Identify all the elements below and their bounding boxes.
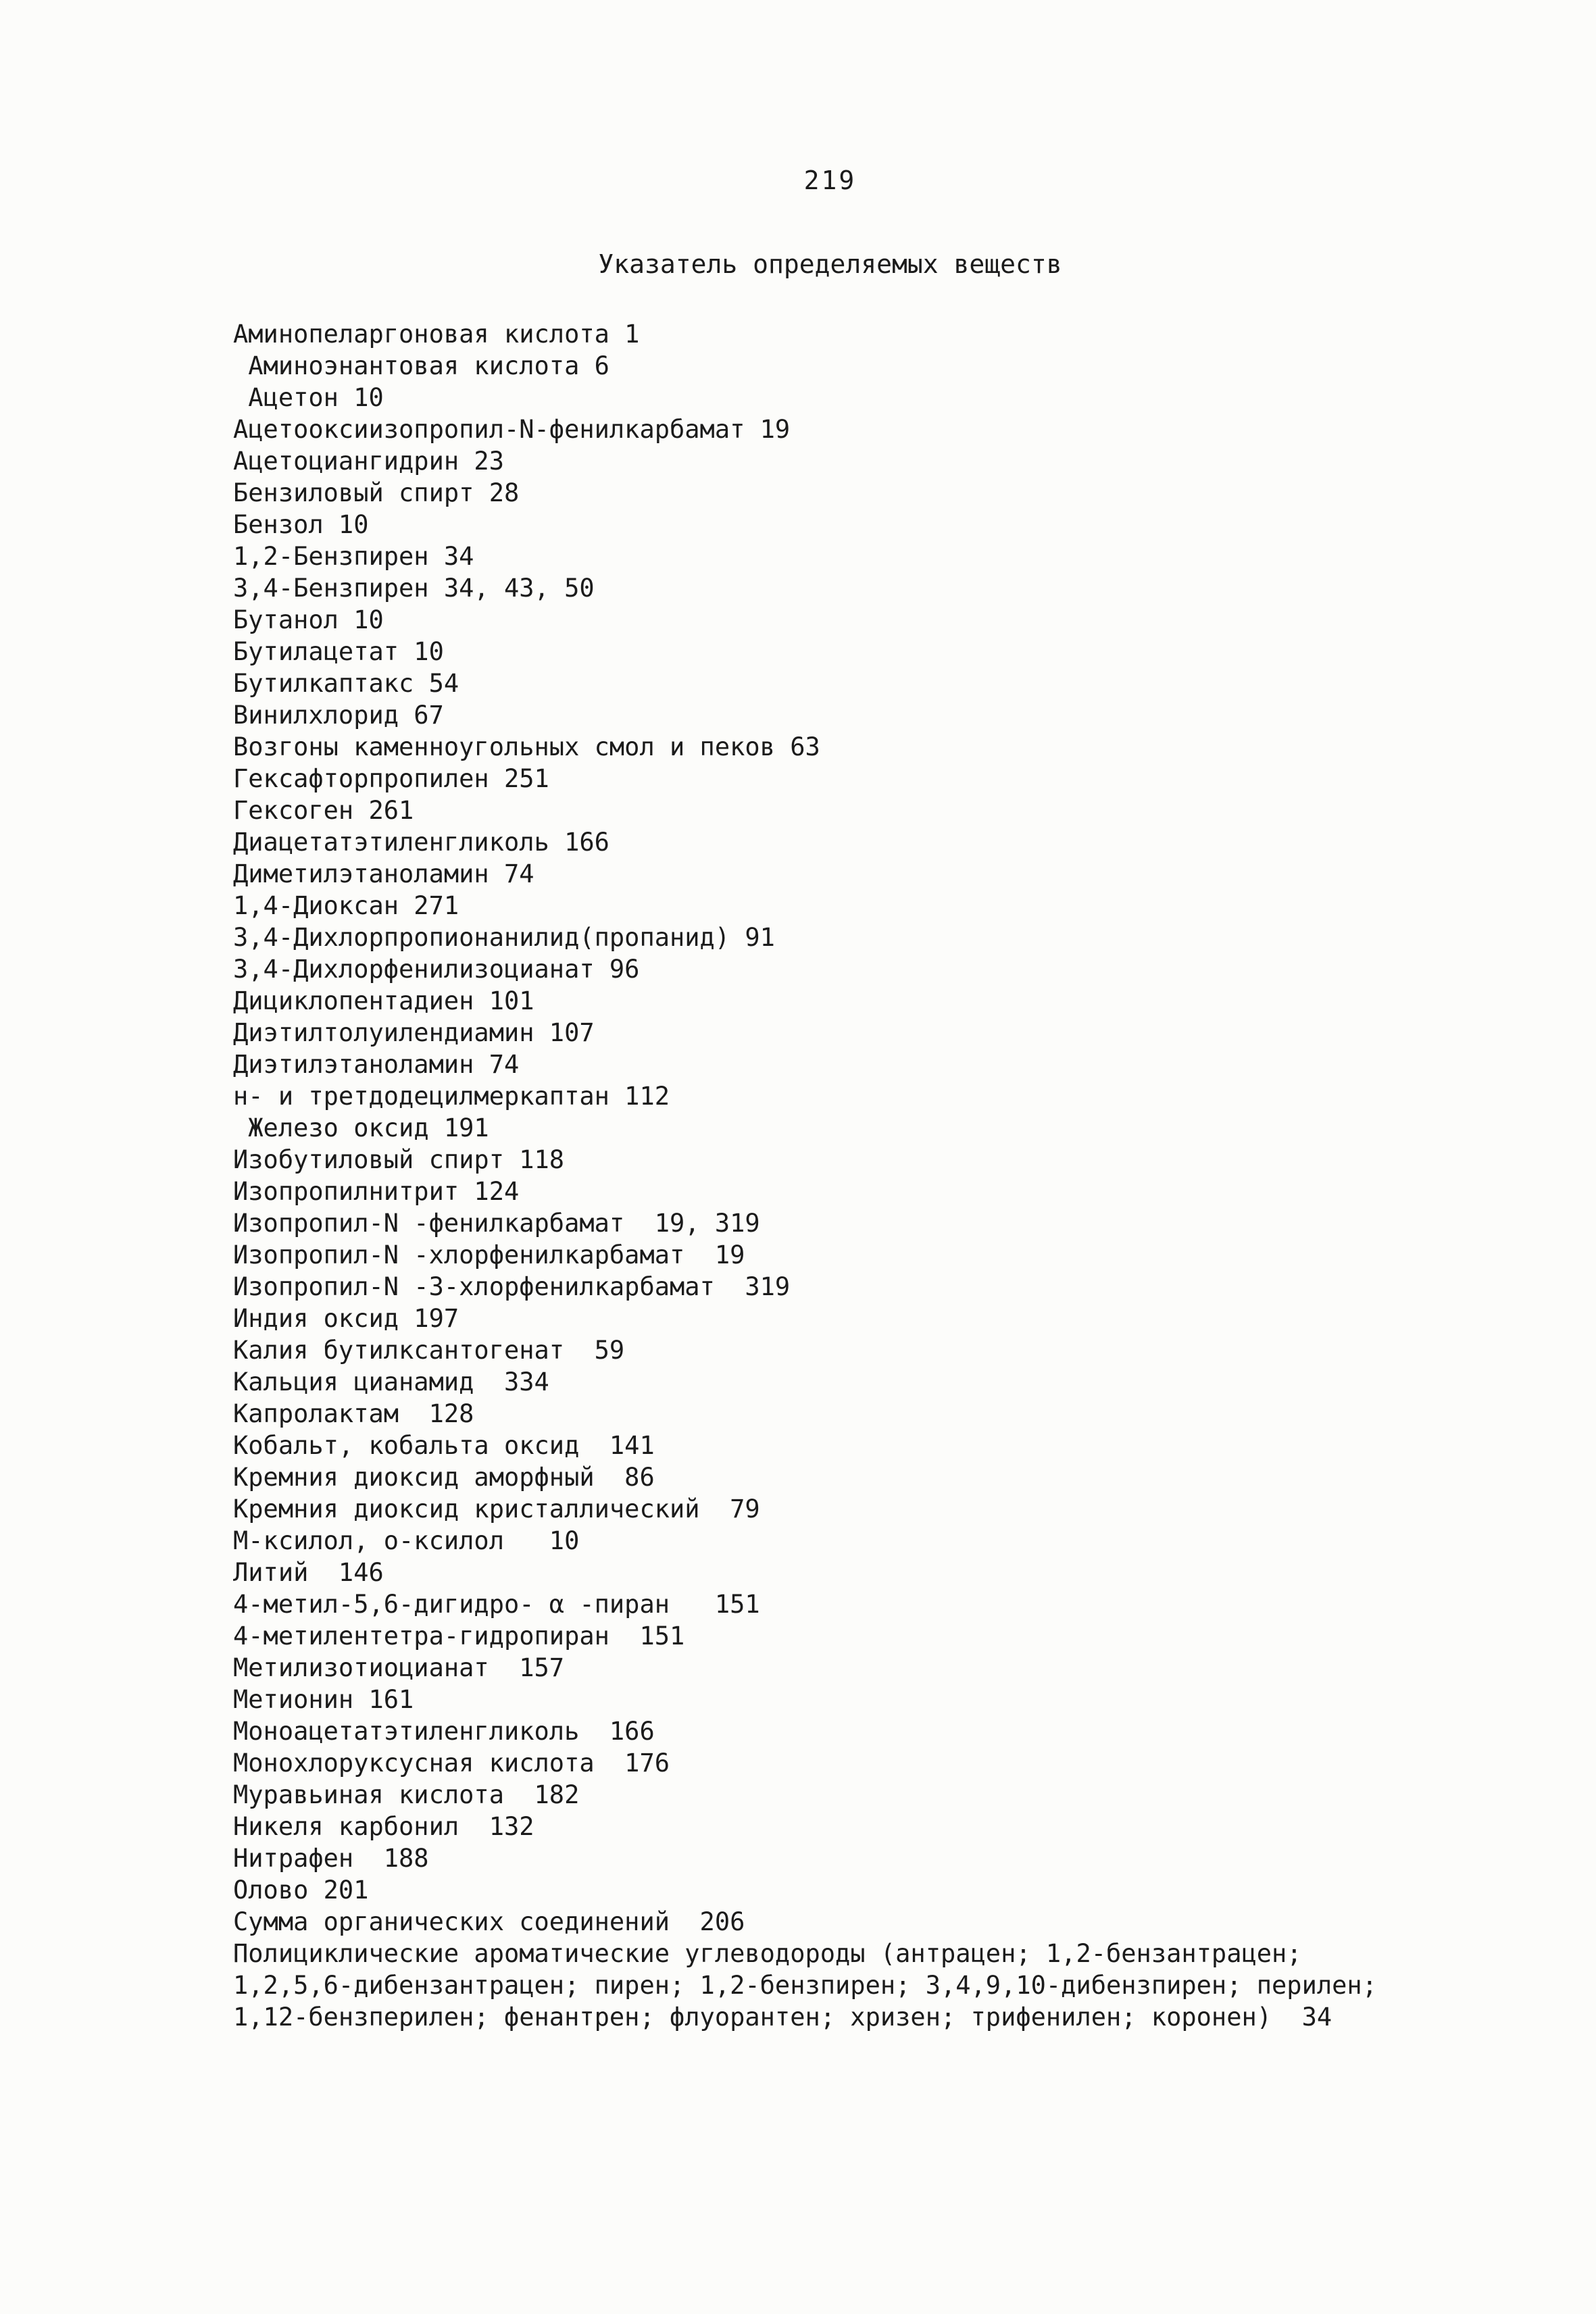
index-entry: Литий 146 (233, 1558, 384, 1587)
index-entry: Гексоген 261 (233, 796, 414, 825)
index-entry: Бензол 10 (233, 510, 369, 539)
index-entry: Диметилэтаноламин 74 (233, 859, 534, 888)
index-entry: Изопропил-N -фенилкарбамат 19, 319 (233, 1209, 760, 1238)
index-entry: Железо оксид 191 (233, 1113, 489, 1142)
index-entry: 1,4-Диоксан 271 (233, 891, 459, 920)
index-entry: Гексафторпропилен 251 (233, 764, 549, 793)
index-entry: 3,4-Дихлорпропионанилид(пропанид) 91 (233, 923, 775, 952)
index-entry: Индия оксид 197 (233, 1304, 459, 1333)
index-entry: Полициклические ароматические углеводороды (антрацен; 1,2-бензантрацен; 1,2,5,6-дибензантрацен; пирен; 1,2-бензпирен; 3,4,9,10-дибензпирен; перилен; 1,12-бензперилен; фенантрен; флуорантен; хризен; трифенилен; коронен) 34 (233, 1939, 1393, 2032)
index-entry: Кальция цианамид 334 (233, 1367, 549, 1397)
index-entry: Бутилацетат 10 (233, 637, 444, 666)
index-entry: Винилхлорид 67 (233, 701, 444, 730)
index-entry: Сумма органических соединений 206 (233, 1907, 745, 1936)
index-entry: Кобальт, кобальта оксид 141 (233, 1431, 655, 1460)
index-entry: Бензиловый спирт 28 (233, 478, 520, 507)
index-entry: Возгоны каменноугольных смол и пеков 63 (233, 732, 820, 761)
index-entry: Калия бутилксантогенат 59 (233, 1336, 625, 1365)
index-entry: Нитрафен 188 (233, 1844, 429, 1873)
index-entry: Аминоэнантовая кислота 6 (233, 351, 609, 380)
index-entry: Ацетоциангидрин 23 (233, 447, 504, 476)
index-entry: Ацетооксиизопропил-N-фенилкарбамат 19 (233, 415, 791, 444)
index-entry: Изопропилнитрит 124 (233, 1177, 520, 1206)
index-entry: Ацетон 10 (233, 383, 384, 412)
index-entry: Диэтилтолуилендиамин 107 (233, 1018, 595, 1047)
index-entry: Диацетатэтиленгликоль 166 (233, 828, 609, 857)
index-entry: 3,4-Дихлорфенилизоцианат 96 (233, 955, 640, 984)
index-entry: Дициклопентадиен 101 (233, 986, 534, 1015)
index-entry: Изопропил-N -хлорфенилкарбамат 19 (233, 1240, 745, 1269)
index-entry: Кремния диоксид кристаллический 79 (233, 1494, 760, 1524)
index-entry: 3,4-Бензпирен 34, 43, 50 (233, 574, 595, 603)
index-entry: Бутанол 10 (233, 605, 384, 634)
index-list (233, 318, 1427, 2033)
index-entry: Метилизотиоцианат 157 (233, 1653, 565, 1682)
index-entry: Аминопеларгоновая кислота 1 (233, 320, 640, 349)
page-title: Указатель определяемых веществ (598, 249, 1062, 279)
index-entry: 1,2-Бензпирен 34 (233, 542, 474, 571)
index-entry: 4-метилентетра-гидропиран 151 (233, 1621, 685, 1651)
index-entry: Моноацетатэтиленгликоль 166 (233, 1717, 655, 1746)
index-entry: Кремния диоксид аморфный 86 (233, 1463, 655, 1492)
index-entry: Никеля карбонил 132 (233, 1812, 534, 1841)
index-entry: Муравьиная кислота 182 (233, 1780, 580, 1809)
index-entry: Монохлоруксусная кислота 176 (233, 1749, 670, 1778)
index-entry: Метионин 161 (233, 1685, 414, 1714)
index-entry: 4-метил-5,6-дигидро- α -пиран 151 (233, 1590, 760, 1619)
index-entry: Олово 201 (233, 1876, 369, 1905)
page-number: 219 (803, 166, 857, 195)
index-entry: Изопропил-N -3-хлорфенилкарбамат 319 (233, 1272, 791, 1301)
index-entry: Капролактам 128 (233, 1399, 474, 1428)
index-entry: Диэтилэтаноламин 74 (233, 1050, 520, 1079)
index-entry: н- и третдодецилмеркаптан 112 (233, 1082, 670, 1111)
index-entry: М-ксилол, о-ксилол 10 (233, 1526, 580, 1555)
index-entry: Бутилкаптакс 54 (233, 669, 459, 698)
index-entry: Изобутиловый спирт 118 (233, 1145, 565, 1174)
